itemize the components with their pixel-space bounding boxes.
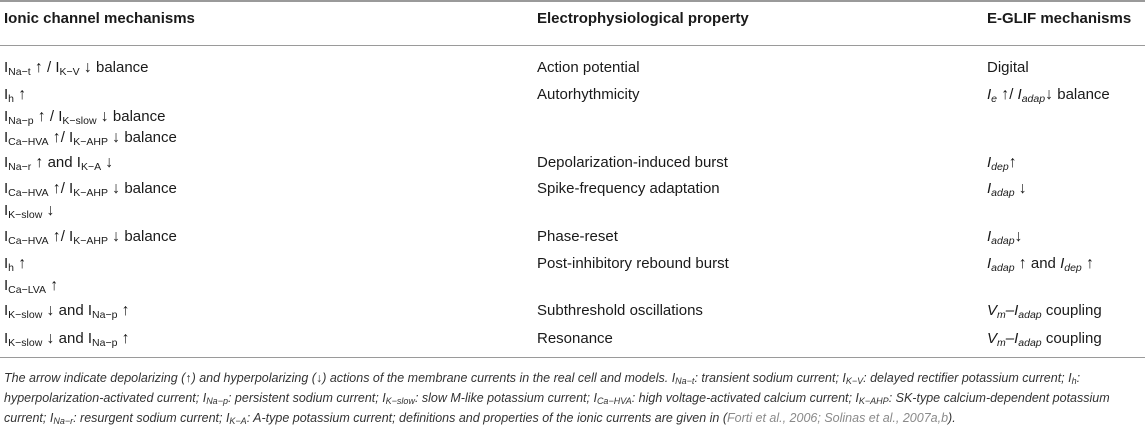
ionic-mechanism: $I_{Ca-HVA}$ ↑/ $I_{K-AHP}$ ↓ balance: [4, 129, 177, 148]
property: Action potential: [537, 59, 640, 76]
ionic-mechanism: $I_{Ca-HVA}$ ↑/ $I_{K-AHP}$ ↓ balance: [4, 180, 177, 199]
eglif-mechanism: $V_m-I_{adap}$ coupling: [987, 330, 1102, 349]
eglif-mechanism: $I_{adap}$ ↑ and $I_{dep}$ ↑: [987, 255, 1094, 274]
property: Subthreshold oscillations: [537, 302, 703, 319]
top-rule: [0, 0, 1145, 2]
header-rule: [0, 45, 1145, 46]
citation-link[interactable]: Solinas et al., 2007a,b: [824, 411, 949, 425]
eglif-mechanism: $V_m-I_{adap}$ coupling: [987, 302, 1102, 321]
ionic-mechanism: $I_h$ ↑: [4, 86, 27, 105]
ionic-mechanism: $I_{Na-t}$ ↑ / $I_{K-V}$ ↓ balance: [4, 59, 149, 78]
eglif-mechanism: $I_e$ ↑/ $I_{adap}↓$ balance: [987, 86, 1110, 105]
header-ionic-channel: Ionic channel mechanisms: [4, 10, 195, 27]
eglif-mechanism: Digital: [987, 59, 1029, 76]
property: Post-inhibitory rebound burst: [537, 255, 729, 272]
ionic-mechanism: $I_{K-slow}$ ↓ and $I_{Na-p}$ ↑: [4, 302, 130, 321]
ionic-mechanism: $I_{Na-r}$ ↑ and $I_{K-A}$ ↓: [4, 154, 114, 173]
ionic-mechanism: $I_{K-slow}$ ↓: [4, 202, 55, 221]
table-footnote: The arrow indicate depolarizing (↑) and hyperpolarizing (↓) actions of the membrane currents in the real cell and models. $I_{Na-t}$: transient sodium current; $I_{K-V}$: delayed rectifier potassium current; $I_h$: hyperpolarization-activated current; $I_{Na-p}$: persistent sodium current; $I_{K-slow}$: slow M-like potassium current; $I_{Ca-HVA}$: high voltage-activated calcium current; $I_{K-AHP}$: SK-type calcium-dependent potassium current; $I_{Na-r}$: resurgent sodium current; $I_{K-A}$: A-type potassium current; definitions and properties of the ionic currents are given in (Forti et al., 2006; Solinas et al., 2007a,b).: [4, 371, 1110, 426]
ionic-mechanism: $I_{Ca-LVA}$ ↑: [4, 277, 59, 296]
ionic-mechanism: $I_{Na-p}$ ↑ / $I_{K-slow}$ ↓ balance: [4, 108, 166, 127]
property: Resonance: [537, 330, 613, 347]
header-eglif: E-GLIF mechanisms: [987, 10, 1132, 27]
header-electrophysiological: Electrophysiological property: [537, 10, 749, 27]
property: Spike-frequency adaptation: [537, 180, 720, 197]
citation-link[interactable]: Forti et al., 2006;: [727, 411, 821, 425]
property: Phase-reset: [537, 228, 618, 245]
eglif-mechanism: $I_{adap}$ ↓: [987, 180, 1027, 199]
eglif-mechanism: $I_{adap}↓$: [987, 228, 1023, 247]
ionic-mechanism: $I_h$ ↑: [4, 255, 27, 274]
ionic-mechanism: $I_{Ca-HVA}$ ↑/ $I_{K-AHP}$ ↓ balance: [4, 228, 177, 247]
eglif-mechanism: $I_{dep}↑$: [987, 154, 1017, 173]
ionic-mechanism: $I_{K-slow}$ ↓ and $I_{Na-p}$ ↑: [4, 330, 130, 349]
property: Depolarization-induced burst: [537, 154, 728, 171]
property: Autorhythmicity: [537, 86, 640, 103]
bottom-rule: [0, 357, 1145, 358]
